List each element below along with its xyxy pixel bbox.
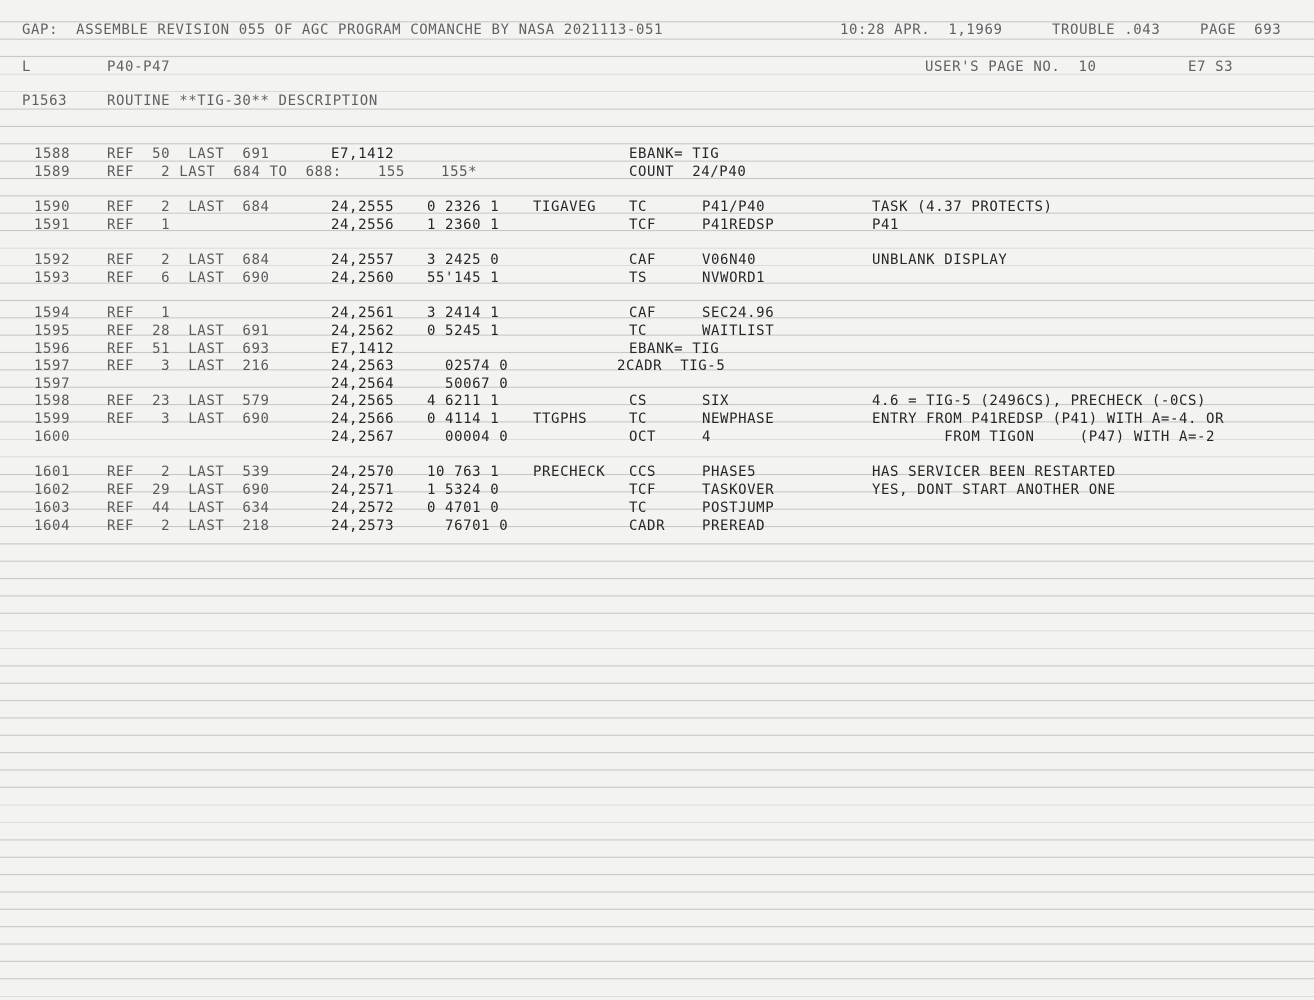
comment: ENTRY FROM P41REDSP (P41) WITH A=-4. OR bbox=[872, 411, 1225, 427]
address: 24,2555 bbox=[331, 199, 395, 215]
operand: V06N40 bbox=[702, 252, 757, 268]
reference-info: REF 2 LAST 684 TO 688: 155 155* bbox=[107, 164, 478, 180]
octal-word: 55'145 1 bbox=[427, 270, 500, 286]
address: 24,2557 bbox=[331, 252, 395, 268]
routine-description: ROUTINE **TIG-30** DESCRIPTION bbox=[107, 93, 378, 109]
comment: P41 bbox=[872, 217, 900, 233]
line-number: 1589 bbox=[34, 164, 71, 180]
opcode: TC bbox=[629, 199, 648, 215]
reference-info: REF 23 LAST 579 bbox=[107, 393, 270, 409]
octal-word: 0 4114 1 bbox=[427, 411, 500, 427]
comment: HAS SERVICER BEEN RESTARTED bbox=[872, 464, 1116, 480]
comment: FROM TIGON (P47) WITH A=-2 bbox=[872, 429, 1216, 445]
line-number: 1602 bbox=[34, 482, 71, 498]
reference-info: REF 3 LAST 690 bbox=[107, 411, 270, 427]
label: TTGPHS bbox=[533, 411, 588, 427]
line-number: 1591 bbox=[34, 217, 71, 233]
opcode: 2CADR TIG-5 bbox=[617, 358, 726, 374]
opcode: CCS bbox=[629, 464, 657, 480]
address: 24,2566 bbox=[331, 411, 395, 427]
line-number: 1600 bbox=[34, 429, 71, 445]
reference-info: REF 50 LAST 691 bbox=[107, 146, 270, 162]
label: PRECHECK bbox=[533, 464, 606, 480]
opcode: CAF bbox=[629, 305, 657, 321]
opcode: EBANK= TIG bbox=[629, 341, 720, 357]
line-number: 1604 bbox=[34, 518, 71, 534]
operand: PREREAD bbox=[702, 518, 766, 534]
address: 24,2564 bbox=[331, 376, 395, 392]
octal-word: 3 2414 1 bbox=[427, 305, 500, 321]
reference-info: REF 28 LAST 691 bbox=[107, 323, 270, 339]
log-flag: L bbox=[22, 59, 32, 75]
bank-id: E7 S3 bbox=[1188, 59, 1234, 75]
reference-info: REF 51 LAST 693 bbox=[107, 341, 270, 357]
octal-word: 02574 0 bbox=[427, 358, 509, 374]
reference-info: REF 2 LAST 218 bbox=[107, 518, 270, 534]
assembly-title: GAP: ASSEMBLE REVISION 055 OF AGC PROGRAM COMANCHE BY NASA 2021113-051 bbox=[22, 22, 664, 38]
operand: NVWORD1 bbox=[702, 270, 766, 286]
opcode: TC bbox=[629, 500, 648, 516]
operand: NEWPHASE bbox=[702, 411, 775, 427]
line-number: 1603 bbox=[34, 500, 71, 516]
label: TIGAVEG bbox=[533, 199, 597, 215]
address: 24,2570 bbox=[331, 464, 395, 480]
reference-info: REF 1 bbox=[107, 305, 171, 321]
line-number: 1599 bbox=[34, 411, 71, 427]
reference-info: REF 1 bbox=[107, 217, 171, 233]
line-number: 1588 bbox=[34, 146, 71, 162]
opcode: TCF bbox=[629, 217, 657, 233]
address: 24,2562 bbox=[331, 323, 395, 339]
opcode: CAF bbox=[629, 252, 657, 268]
opcode: EBANK= TIG bbox=[629, 146, 720, 162]
print-time: 10:28 APR. 1,1969 bbox=[840, 22, 1003, 38]
opcode: CS bbox=[629, 393, 648, 409]
operand: P41/P40 bbox=[702, 199, 766, 215]
operand: POSTJUMP bbox=[702, 500, 775, 516]
octal-word: 3 2425 0 bbox=[427, 252, 500, 268]
opcode: CADR bbox=[629, 518, 666, 534]
address: 24,2572 bbox=[331, 500, 395, 516]
program-range: P40-P47 bbox=[107, 59, 171, 75]
page-number: PAGE 693 bbox=[1200, 22, 1282, 38]
users-page-number: USER'S PAGE NO. 10 bbox=[925, 59, 1097, 75]
octal-word: 0 5245 1 bbox=[427, 323, 500, 339]
line-number: 1590 bbox=[34, 199, 71, 215]
opcode: TC bbox=[629, 411, 648, 427]
reference-info: REF 2 LAST 684 bbox=[107, 199, 270, 215]
octal-word: 0 2326 1 bbox=[427, 199, 500, 215]
address: 24,2560 bbox=[331, 270, 395, 286]
opcode: OCT bbox=[629, 429, 657, 445]
octal-word: 10 763 1 bbox=[427, 464, 500, 480]
line-number: 1596 bbox=[34, 341, 71, 357]
address: E7,1412 bbox=[331, 146, 395, 162]
octal-word: 0 4701 0 bbox=[427, 500, 500, 516]
opcode: TC bbox=[629, 323, 648, 339]
address: 24,2567 bbox=[331, 429, 395, 445]
line-number: 1594 bbox=[34, 305, 71, 321]
opcode: TS bbox=[629, 270, 648, 286]
address: E7,1412 bbox=[331, 341, 395, 357]
octal-word: 00004 0 bbox=[427, 429, 509, 445]
comment: UNBLANK DISPLAY bbox=[872, 252, 1008, 268]
address: 24,2556 bbox=[331, 217, 395, 233]
line-number: 1592 bbox=[34, 252, 71, 268]
comment: YES, DONT START ANOTHER ONE bbox=[872, 482, 1116, 498]
reference-info: REF 2 LAST 539 bbox=[107, 464, 270, 480]
octal-word: 1 2360 1 bbox=[427, 217, 500, 233]
operand: SIX bbox=[702, 393, 730, 409]
routine-id: P1563 bbox=[22, 93, 68, 109]
octal-word: 4 6211 1 bbox=[427, 393, 500, 409]
line-number: 1598 bbox=[34, 393, 71, 409]
octal-word: 76701 0 bbox=[427, 518, 509, 534]
address: 24,2561 bbox=[331, 305, 395, 321]
comment: TASK (4.37 PROTECTS) bbox=[872, 199, 1053, 215]
line-number: 1597 bbox=[34, 376, 71, 392]
address: 24,2571 bbox=[331, 482, 395, 498]
line-number: 1595 bbox=[34, 323, 71, 339]
operand: P41REDSP bbox=[702, 217, 775, 233]
reference-info: REF 3 LAST 216 bbox=[107, 358, 270, 374]
operand: PHASE5 bbox=[702, 464, 757, 480]
reference-info: REF 29 LAST 690 bbox=[107, 482, 270, 498]
reference-info: REF 2 LAST 684 bbox=[107, 252, 270, 268]
octal-word: 1 5324 0 bbox=[427, 482, 500, 498]
trouble-value: TROUBLE .043 bbox=[1052, 22, 1161, 38]
operand: SEC24.96 bbox=[702, 305, 775, 321]
address: 24,2565 bbox=[331, 393, 395, 409]
operand: TASKOVER bbox=[702, 482, 775, 498]
octal-word: 50067 0 bbox=[427, 376, 509, 392]
opcode: TCF bbox=[629, 482, 657, 498]
opcode: COUNT 24/P40 bbox=[629, 164, 747, 180]
operand: 4 bbox=[702, 429, 712, 445]
address: 24,2573 bbox=[331, 518, 395, 534]
reference-info: REF 6 LAST 690 bbox=[107, 270, 270, 286]
line-number: 1601 bbox=[34, 464, 71, 480]
line-number: 1597 bbox=[34, 358, 71, 374]
address: 24,2563 bbox=[331, 358, 395, 374]
reference-info: REF 44 LAST 634 bbox=[107, 500, 270, 516]
line-number: 1593 bbox=[34, 270, 71, 286]
comment: 4.6 = TIG-5 (2496CS), PRECHECK (-0CS) bbox=[872, 393, 1207, 409]
operand: WAITLIST bbox=[702, 323, 775, 339]
